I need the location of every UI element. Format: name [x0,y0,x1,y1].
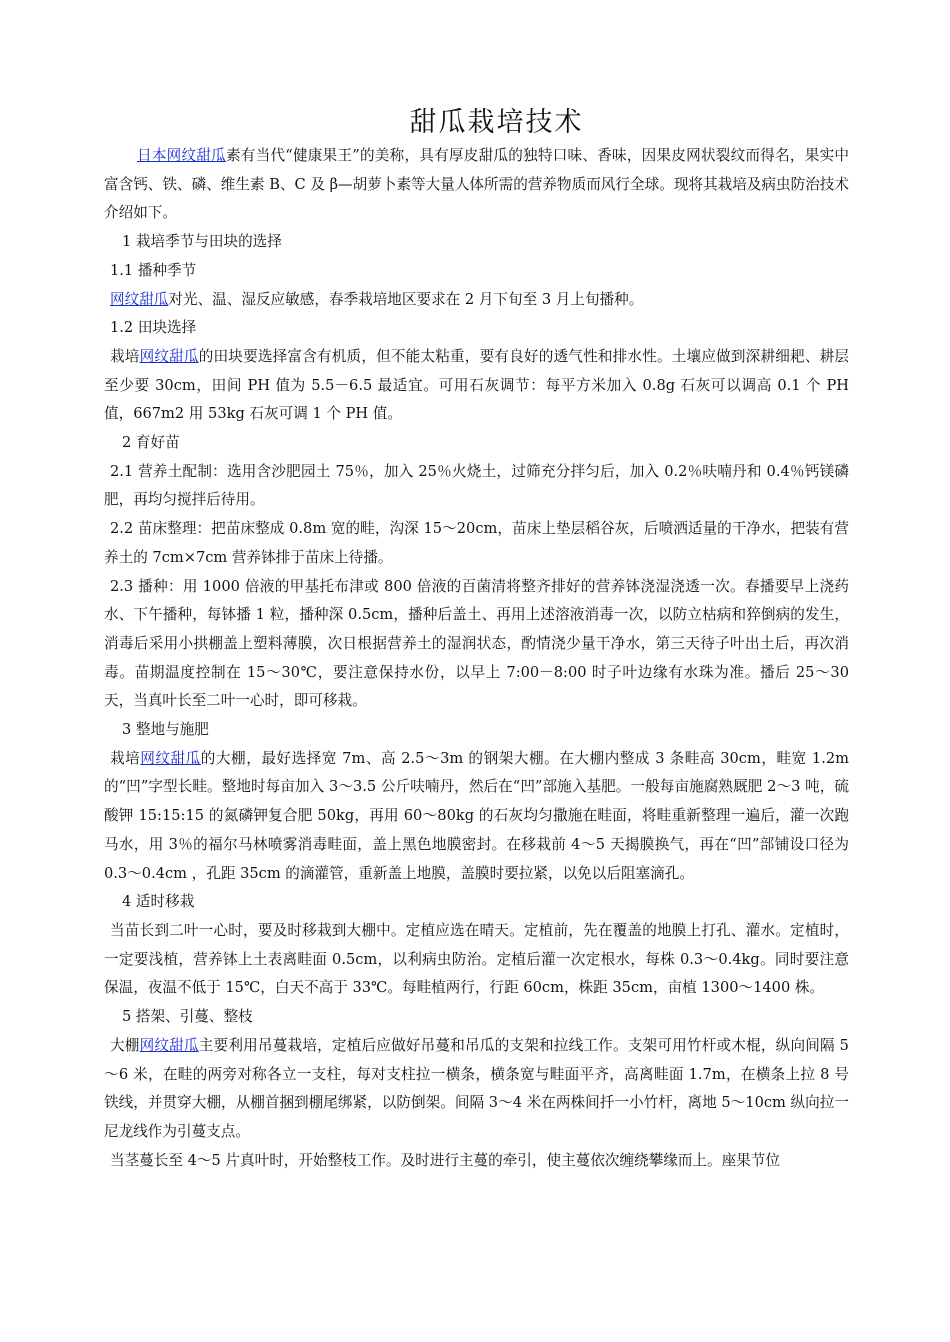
paragraph-5 [104,1032,849,1147]
intro-paragraph [104,142,849,228]
paragraph-3 [104,745,849,889]
heading-5: 5 搭架、引蔓、整枝 [122,1008,253,1026]
heading-1-2: 1.2 田块选择 [110,319,197,337]
melon-link[interactable]: 网纹甜瓜 [139,347,199,365]
paragraph-4: 当苗长到二叶一心时，要及时移栽到大棚中。定植应选在晴天。定植前，先在覆盖的地膜上打孔、灌水。定植时，一定要浅植，营养钵上土表离畦面 0.5cm，以利病虫防治。定植后灌一次定根水，每株 0.3～0.4kg。同时要注意保温，夜温不低于 15℃，白天不高于 33℃。每畦植两行，行距 60cm，株距 35cm，亩植 1300～1400 株。 [104,921,849,997]
intro-link[interactable]: 日本网纹甜瓜 [137,147,226,164]
paragraph-2-2: 2.2 苗床整理：把苗床整成 0.8m 宽的畦，沟深 15～20cm，苗床上垫层稻谷灰，后喷洒适量的干净水，把装有营养土的 7cm×7cm 营养钵排于苗床上待播。 [104,520,849,566]
heading-1-1: 1.1 播种季节 [110,261,197,279]
paragraph-2-3: 2.3 播种：用 1000 倍液的甲基托布津或 800 倍液的百菌清将整齐排好的营养钵浇湿浇透一次。春播要早上浇药水、下午播种，每钵播 1 粒，播种深 0.5cm，播种后盖土、再用上述溶液消毒一次，以防立枯病和猝倒病的发生，消毒后采用小拱棚盖上塑料薄膜，次日根据营养土的湿润状态，酌情浇少量干净水，第三天待子叶出土后，再次消毒。苗期温度控制在 15～30℃，要注意保持水份，以早上 7:00－8:00 时子叶边缘有水珠为准。播后 25～30 天，当真叶长至二叶一心时，即可移栽。 [104,577,849,710]
paragraph-1-2-pre: 栽培 [110,347,140,365]
heading-1: 1 栽培季节与田块的选择 [122,233,282,251]
paragraph-5b: 当茎蔓长至 4～5 片真叶时，开始整枝工作。及时进行主蔓的牵引，使主蔓依次缠绕攀缘而上。座果节位 [110,1151,780,1169]
heading-2: 2 育好苗 [122,434,180,452]
paragraph-5-text: 主要利用吊蔓栽培，定植后应做好吊蔓和吊瓜的支架和拉线工作。支架可用竹杆或木棍，纵向间隔 5～6 米，在畦的两旁对称各立一支柱，每对支柱拉一横条，横条宽与畦面平齐，高离畦面 1.7m，在横条上拉 8 号铁线，并贯穿大棚，从棚首捆到棚尾绑紧，以防倒架。间隔 3～4 米在两株间扦一小竹杆，离地 5～10cm 纵向拉一尼龙线作为引蔓支点。 [104,1036,849,1140]
paragraph-3-text: 的大棚，最好选择宽 7m、高 2.5～3m 的钢架大棚。在大棚内整成 3 条畦高 30cm，畦宽 1.2m 的“凹”字型长畦。整地时每亩加入 3～3.5 公斤呋喃丹，然后在“凹”部施入基肥。一般每亩施腐熟厩肥 2～3 吨，硫酸钾 15:15:15 的氮磷钾复合肥 50kg，再用 60～80kg 的石灰均匀撒施在畦面，将畦重新整理一遍后，灌一次跑马水，用 3％的福尔马林喷雾消毒畦面，盖上黑色地膜密封。在移栽前 4～5 天揭膜换气，再在“凹”部铺设口径为 0.3～0.4cm ，孔距 35cm 的滴灌管，重新盖上地膜，盖膜时要拉紧，以免以后阻塞滴孔。 [104,749,849,882]
melon-link[interactable]: 网纹甜瓜 [139,1036,199,1054]
paragraph-5-pre: 大棚 [110,1036,140,1054]
paragraph-2-1: 2.1 营养土配制：选用含沙肥园土 75％，加入 25％火烧土，过筛充分拌匀后，加入 0.2％呋喃丹和 0.4％钙镁磷肥，再均匀搅拌后待用。 [104,462,849,509]
page-title: 甜瓜栽培技术 [409,107,584,138]
paragraph-1-1-text: 对光、温、湿反应敏感，春季栽培地区要求在 2 月下旬至 3 月上旬播种。 [168,290,644,308]
intro-text: 素有当代“健康果王”的美称，具有厚皮甜瓜的独特口味、香味，因果皮网状裂纹而得名，果实中富含钙、铁、磷、维生素 B、C 及 β—胡萝卜素等大量人体所需的营养物质而风行全球。现将其栽培及病虫防治技术介绍如下。 [104,147,849,222]
document-page [104,104,849,1175]
melon-link[interactable]: 网纹甜瓜 [110,290,169,308]
melon-link[interactable]: 网纹甜瓜 [140,749,201,767]
paragraph-3-pre: 栽培 [110,749,141,767]
paragraph-1-2-text: 的田块要选择富含有机质，但不能太粘重，要有良好的透气性和排水性。土壤应做到深耕细耙、耕层至少要 30cm，田间 PH 值为 5.5－6.5 最适宜。可用石灰调节：每平方米加入 0.8g 石灰可以调高 0.1 个 PH 值，667m2 用 53kg 石灰可调 1 个 PH 值。 [104,347,849,423]
heading-4: 4 适时移栽 [122,893,195,911]
paragraph-1-1 [104,286,849,315]
paragraph-1-2 [104,343,849,429]
heading-3: 3 整地与施肥 [122,721,209,739]
